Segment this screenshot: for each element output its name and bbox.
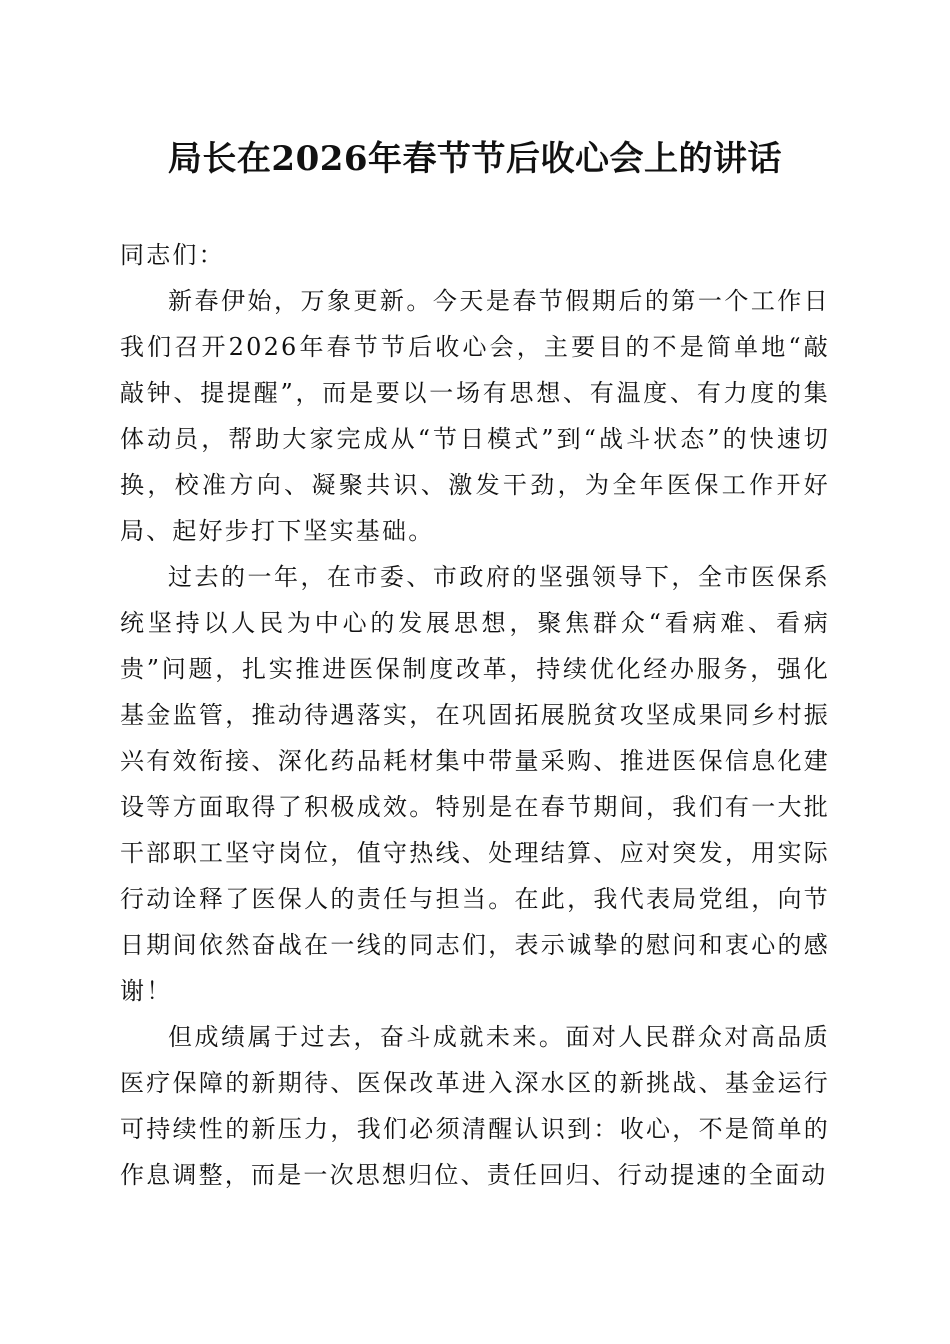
document-body — [120, 232, 830, 1198]
document-title: 局长在2026年春节节后收心会上的讲话 — [167, 139, 783, 179]
paragraph-2: 过去的一年，在市委、市政府的坚强领导下，全市医保系统坚持以人民为中心的发展思想，聚焦群众“看病难、看病贵”问题，扎实推进医保制度改革，持续优化经办服务，强化基金监管，推动待遇落实，在巩固拓展脱贫攻坚成果同乡村振兴有效衔接、深化药品耗材集中带量采购、推进医保信息化建设等方面取得了积极成效。特别是在春节期间，我们有一大批干部职工坚守岗位，值守热线、处理结算、应对突发，用实际行动诠释了医保人的责任与担当。在此，我代表局党组，向节日期间依然奋战在一线的同志们，表示诚挚的慰问和衷心的感谢！ — [120, 563, 830, 1005]
salutation: 同志们： — [120, 241, 225, 269]
paragraph-3: 但成绩属于过去，奋斗成就未来。面对人民群众对高品质医疗保障的新期待、医保改革进入深水区的新挑战、基金运行可持续性的新压力，我们必须清醒认识到：收心，不是简单的作息调整，而是一次思想归位、责任回归、行动提速的全面动 — [120, 1023, 830, 1189]
paragraph-1: 新春伊始，万象更新。今天是春节假期后的第一个工作日我们召开2026年春节节后收心会，主要目的不是简单地“敲敲钟、提提醒”，而是要以一场有思想、有温度、有力度的集体动员，帮助大家完成从“节日模式”到“战斗状态”的快速切换，校准方向、凝聚共识、激发干劲，为全年医保工作开好局、起好步打下坚实基础。 — [120, 287, 830, 545]
